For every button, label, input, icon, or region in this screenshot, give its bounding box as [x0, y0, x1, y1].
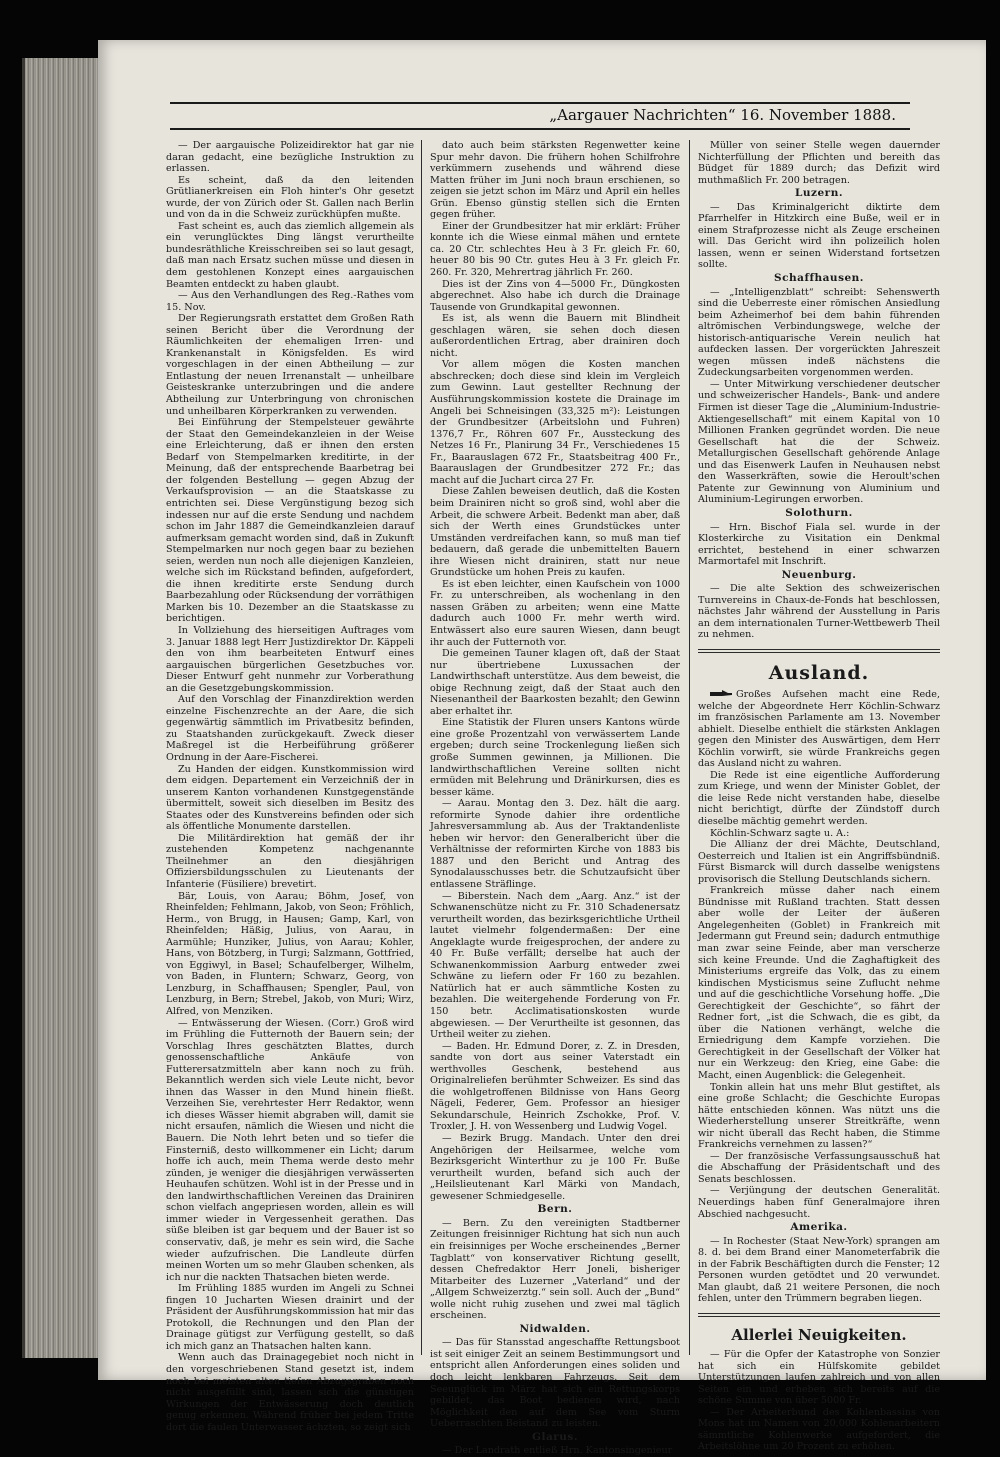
article-paragraph: — Der französische Verfassungsausschuß hat die Abschaffung der Präsidentschaft und des Senats beschlossen.	[698, 1150, 940, 1185]
article-paragraph: Zu Handen der eidgen. Kunstkommission wird dem eidgen. Departement ein Verzeichniß der in unserem Kanton vorhandenen Kunstgegenstände übermittelt, soweit sich dieselben im Besitz des Staates oder des Kunstvereins befinden oder sich als öffentliche Monumente darstellen.	[166, 763, 414, 833]
article-paragraph: — Das für Stansstad angeschaffte Rettungsboot ist seit einiger Zeit an seinem Bestimmungsort und entspricht allen Anforderungen eines soliden und doch leicht lenkbaren Fahrzeugs. Seit dem Seeunglück im März hat sich ein Rettungskorps gebildet, das Boot bedienen wird, nach Möglichkeit den auf dem See vom Sturm Ueberraschten Beistand zu leisten.	[430, 1337, 680, 1430]
article-paragraph: Müller von seiner Stelle wegen dauernder Nichterfüllung der Pflichten und bereith das Büdget für 1889 durch; das Defizit wird muthmaßlich Fr. 200 betragen.	[698, 140, 940, 186]
column-rule	[421, 140, 422, 1355]
section-divider	[698, 1313, 940, 1317]
article-paragraph: Tonkin allein hat uns mehr Blut gestiftet, als eine große Schlacht; die Geschichte Europas hätte entschieden können. Was nützt uns die Wiederherstellung unserer Streitkräfte, wenn wir nicht überall das Recht haben, die Stimme Frankreichs vernehmen zu lassen?“	[698, 1081, 940, 1151]
article-paragraph: Die Rede ist eine eigentliche Aufforderung zum Kriege, und wenn der Minister Goblet, der die leise Rede nicht verstanden habe, dieselbe nicht berichtigt, dürfte der Zündstoff durch dieselbe mächtig gemehrt werden.	[698, 769, 940, 827]
section-heading-schaffhausen: Schaffhausen.	[774, 272, 864, 285]
article-paragraph: Fast scheint es, auch das ziemlich allgemein als ein verunglücktes Ding längst verurtheilte bundesräthliche Kreisschreiben sei so laut gesagt, daß man nach Ersatz suchen müsse und diesen in dem gestohlenen Konzept eines aargauischen Beamten entdeckt zu haben glaubt.	[166, 220, 414, 290]
section-heading-luzern: Luzern.	[795, 187, 843, 200]
section-heading-solothurn: Solothurn.	[785, 506, 853, 519]
article-paragraph: — In Rochester (Staat New-York) sprangen am 8. d. bei dem Brand einer Manometerfabrik die in der Fabrik Beschäftigten durch die Fenster; 12 Personen wurden getödtet und 20 verwundet. Man glaubt, daß 21 weitere Personen, die noch fehlen, unter den Trümmern begraben liegen.	[698, 1235, 940, 1305]
column-1	[166, 140, 414, 1433]
article-paragraph: — Der Arbeiterbund des Kohlenbassins von Mons hat im Namen von 20,000 Kohlenarbeitern sämmtliche Kohlenwerke aufgefordert, die Arbeitslöhne um 20 Prozent zu erhöhen.	[698, 1406, 940, 1453]
article-paragraph: Die gemeinen Tauner klagen oft, daß der Staat nur übertriebene Luxussachen der Landwirthschaft unterstütze. Aus dem beweist, die obige Rechnung zeigt, daß der Staat auch den Niesenantheil der Baarkosten bezahlt; den Gewinn aber erhaltet ihr.	[430, 648, 680, 717]
article-paragraph: — Aus den Verhandlungen des Reg.-Rathes vom 15. Nov.	[166, 290, 414, 313]
article-paragraph: Im Frühling 1885 wurden im Angeli zu Schnei fingen 10 Jucharten Wiesen drainirt und der Präsident der Ausführungskommission hat mir das Protokoll, die Rechnungen und den Plan der Drainage gütigst zur Verfügung gestellt, so daß ich mich ganz an Thatsachen halten kann.	[166, 1283, 414, 1352]
article-paragraph: — Die alte Sektion des schweizerischen Turnvereins in Chaux-de-Fonds hat beschlossen, nächstes Jahr während der Ausstellung in Paris an dem internationalen Turner-Wettbewerb Theil zu nehmen.	[698, 583, 940, 641]
article-paragraph: Diese Zahlen beweisen deutlich, daß die Kosten beim Drainiren nicht so groß sind, wohl aber die Arbeit, die schwere Arbeit. Bedenkt man aber, daß sich der Werth eines Grundstückes unter Umständen verdreifachen kann, so muß man tief bedauern, daß gerade die unbemittelten Bauern ihre Wiesen nicht drainiren, statt nur neue Grundstücke um hohen Preis zu kaufen.	[430, 486, 680, 579]
article-paragraph: — Baden. Hr. Edmund Dorer, z. Z. in Dresden, sandte von dort aus seiner Vaterstadt ein werthvolles Geschenk, bestehend aus Originalreliefen berühmter Schweizer. Es sind das die wohlgetroffenen Bildnisse von Hans Georg Nägeli, Federer, Gem. Professor an hiesiger Sekundarschule, Heinrich Zschokke, Prof. V. Troxler, J. H. von Wessenberg und Ludwig Vogel.	[430, 1040, 680, 1133]
masthead-title: „Aargauer Nachrichten“ 16. November 1888.	[549, 106, 896, 124]
column-rule	[689, 140, 690, 1355]
masthead	[170, 102, 910, 130]
article-paragraph: — Für die Opfer der Katastrophe von Sonzier hat sich ein Hülfskomite gebildet Unterstützungen laufen zahlreich und von allen Seiten ein und erheben sich bereits auf die schöne Summe von über 5000 Fr.	[698, 1348, 940, 1407]
article-paragraph: — Aarau. Montag den 3. Dez. hält die aarg. reformirte Synode dahier ihre ordentliche Jahresversammlung ab. Aus der Traktandenliste heben wir hervor: den Generalbericht über die Verhältnisse der reformirten Kirche von 1883 bis 1887 und den Bericht und Antrag des Synodalausschusses betr. die Schutzaufsicht über entlassene Sträflinge.	[430, 798, 680, 890]
newspaper-page	[98, 40, 986, 1457]
section-divider	[698, 649, 940, 653]
article-paragraph: Einer der Grundbesitzer hat mir erklärt: Früher konnte ich die Wiese einmal mähen und erntete ca. 20 Ctr. schlechtes Heu à 3 Fr. gleich Fr. 60, heuer 80 bis 90 Ctr. gutes Heu à 3 Fr. gleich Fr. 260. Fr. 320, Mehrertrag jährlich Fr. 260.	[430, 220, 680, 279]
article-paragraph: — Bezirk Brugg. Mandach. Unter den drei Angehörigen der Heilsarmee, welche vom Bezirksgericht Winterthur zu je 100 Fr. Buße verurtheilt wurden, befand sich auch der „Heilslieutenant Karl Märki von Mandach, gewesener Schmiedgeselle.	[430, 1133, 680, 1202]
section-heading-glarus: Glarus.	[532, 1430, 578, 1443]
article-paragraph: Eine Statistik der Fluren unsers Kantons würde eine große Prozentzahl von verwässertem Lande ergeben; durch seine Trockenlegung ließen sich große Summen gewinnen, ja Millionen. Die landwirthschaftlichen Vereine sollten nicht ermüden mit Belehrung und Dränirkursen, dies es besser käme.	[430, 717, 680, 798]
article-paragraph: — „Intelligenzblatt“ schreibt: Sehenswerth sind die Ueberreste einer römischen Ansiedlung beim Azheimerhof bei dem bahin führenden altrömischen Verbindungswege, welche der historisch-antiquarische Verein neulich hat aufdecken lassen. Der vorgerückten Jahreszeit wegen müssen indeß nächstens die Zudeckungsarbeiten vorgenommen werden.	[698, 286, 940, 379]
article-paragraph: — Entwässerung der Wiesen. (Corr.) Groß wird im Frühling die Futternoth der Bauern sein; der Vorschlag Ihres geschätzten Blattes, durch genossenschaftliche Ankäufe von Futterersatzmitteln aber kann noch zu früh. Bekanntlich werden sich viele Leute nicht, bevor ihnen das Wasser in den Mund hinein fließt. Verzeihen Sie, verehrtester Herr Redaktor, wenn ich dieses Wässer hiemit abgraben will, damit sie nicht ersaufen, nämlich die Wiesen und nicht die Bauern. Die Noth lehrt beten und so tiefer die Finsterniß, desto willkommener ein Licht; darum hoffe ich auch, mein Thema werde desto mehr zünden, je weniger die diesjährigen verwässerten Heuhaufen schützen. Wohl ist in der Presse und in den landwirthschaftlichen Vereinen das Drainiren schon vielfach angepriesen worden, allein es will immer wieder in Vergessenheit gerathen. Das süße bleiben ist gar bequem und der Bauer ist so conservativ, daß, je mehr es sein wird, die Sache wieder aufzufrischen. Die Landleute dürfen meinen Worten um so mehr Glauben schenken, als ich nur die nackten Thatsachen bieten werde.	[166, 1017, 414, 1283]
section-heading-allerlei: Allerlei Neuigkeiten.	[731, 1325, 907, 1344]
article-paragraph: — Das Kriminalgericht diktirte dem Pfarrhelfer in Hitzkirch eine Buße, weil er in einem Strafprozesse nicht als Zeuge erscheinen will. Das Gericht wird ihn polizeilich holen lassen, wenn er seinen Widerstand fortsetzen sollte.	[698, 201, 940, 271]
article-paragraph: Frankreich müsse daher nach einem Bündnisse mit Rußland trachten. Statt dessen aber wolle der Leiter der äußeren Angelegenheiten (Goblet) in Frankreich mit Jedermann gut Freund sein; dadurch entmuthige man zwar seine Feinde, aber man verscherze sich keine Freunde. Und die Zaghaftigkeit des Ministeriums ergreife das Volk, das zu einem kindischen Mysticismus seine Zuflucht nehme und auf die geschichtliche Vorsehung hoffe. „Die Gerechtigkeit der Geschichte“, so fährt der Redner fort, „ist die Schwach, die es gibt, da über die Nationen verhängt, welche die Erniedrigung dem Kampfe vorziehen. Die Gerechtigkeit in der Gesellschaft der Völker hat nur ein Werkzeug: den Krieg, eine Gabe: die Macht, einen Augenblick: die Gelegenheit.	[698, 885, 940, 1082]
article-paragraph: Die Allianz der drei Mächte, Deutschland, Oesterreich und Italien ist ein Angriffsbündniß. Fürst Bismarck will durch dasselbe wenigstens provisorisch die Stellung Deutschlands sichern.	[698, 839, 940, 885]
article-paragraph: Es scheint, daß da den leitenden Grütlianerkreisen ein Floh hinter's Ohr gesetzt wurde, der von Zürich oder St. Gallen nach Berlin und von da in die Schweiz zurückhüpfen mußte.	[166, 174, 414, 221]
article-paragraph: Vor allem mögen die Kosten manchen abschrecken; doch diese sind klein im Vergleich zum Gewinn. Laut gestellter Rechnung der Ausführungskommission kostete die Drainage im Angeli bei Schneisingen (33,325 m²): Leistungen der Grundbesitzer (Arbeitslohn und Fuhren) 1376,7 Fr., Röhren 607 Fr., Aussteckung des Netzes 16 Fr., Planirung 34 Fr., Verschiedenes 15 Fr., Baarauslagen 672 Fr., Staatsbeitrag 400 Fr., Baarauslagen der Grundbesitzer 272 Fr.; das macht auf die Juchart circa 27 Fr.	[430, 359, 680, 486]
article-paragraph: Der Regierungsrath erstattet dem Großen Rath seinen Bericht über die Verordnung der Räumlichkeiten der ehemaligen Irren- und Krankenanstalt in Königsfelden. Es wird vorgeschlagen in der einen Abtheilung — zur Entlastung der neuen Irrenanstalt — unheilbare Geisteskranke unterzubringen und die andere Abtheilung zur Unterbringung von chronischen und unheilbaren Körperkranken zu verwenden.	[166, 313, 414, 417]
article-paragraph: Es ist, als wenn die Bauern mit Blindheit geschlagen wären, sie sehen doch diesen außerordentlichen Ertrag, aber drainiren doch nicht.	[430, 313, 680, 359]
article-paragraph: — Bern. Zu den vereinigten Stadtberner Zeitungen freisinniger Richtung hat sich nun auch ein freisinniges per Woche erscheinendes „Berner Tagblatt“ von konservativer Richtung gesellt, dessen Chefredaktor Herr Joneli, bisheriger Mitarbeiter des Luzerner „Vaterland“ und der „Allgem Schweizerztg.“ sein soll. Auch der „Bund“ wolle nicht ruhig zusehen und zwei mal täglich erscheinen.	[430, 1217, 680, 1322]
article-paragraph	[698, 689, 940, 770]
article-paragraph: — Der Landrath entließ Hrn. Kantonsingenieur	[442, 1445, 673, 1457]
article-paragraph: Bär, Louis, von Aarau; Böhm, Josef, von Rheinfelden; Fehlmann, Jakob, von Seon; Fröhlich, Herm., von Brugg, in Hausen; Gamp, Karl, von Rheinfelden; Häßig, Julius, von Aarau, in Aarmühle; Hunziker, Julius, von Aarau; Kohler, Hans, von Bötzberg, in Turgi; Salzmann, Gottfried, von Eggiwyl, in Basel; Schaufelberger, Wilhelm, von Baden, in Fluntern; Schwarz, Georg, von Lenzburg, in Schaffhausen; Spengler, Paul, von Lenzburg, in Bern; Strebel, Jakob, von Muri; Wirz, Alfred, von Menziken.	[166, 890, 414, 1018]
section-heading-nidwalden: Nidwalden.	[519, 1322, 591, 1335]
article-paragraph: — Verjüngung der deutschen Generalität. Neuerdings haben fünf Generalmajore ihren Abschied nachgesucht.	[698, 1185, 940, 1220]
article-paragraph: — Biberstein. Nach dem „Aarg. Anz.“ ist der Schwanenschütze nicht zu Fr. 310 Schadenersatz verurtheilt worden, das bezirksgerichtliche Urtheil lautet vielmehr folgendermaßen: Der eine Angeklagte wurde freigesprochen, der andere zu 40 Fr. Buße verfällt; derselbe hat auch der Schwanenkommission Aarburg entweder zwei Schwäne zu liefern oder Fr 160 zu bezahlen. Natürlich hat er auch sämmtliche Kosten zu bezahlen. Die weitergehende Forderung von Fr. 150 betr. Acclimatisationskosten wurde abgewiesen. — Der Verurtheilte ist gesonnen, das Urtheil weiter zu ziehen.	[430, 890, 680, 1041]
article-paragraph: dato auch beim stärksten Regenwetter keine Spur mehr davon. Die frühern hohen Schilfrohre verkümmern zusehends und während diese Matten früher im Juni noch braun erschienen, so zeigen sie jetzt schon im März und April ein helles Grün. Ebenso günstig stellen sich die Ernten gegen früher.	[430, 140, 680, 221]
pointing-hand-icon	[710, 690, 732, 698]
article-paragraph: Dies ist der Zins von 4—5000 Fr., Düngkosten abgerechnet. Also habe ich durch die Drainage Tausende von Grundkapital gewonnen.	[430, 278, 680, 313]
article-paragraph: Auf den Vorschlag der Finanzdirektion werden einzelne Fischenzrechte an der Aare, die sich gegenwärtig sämmtlich im Privatbesitz befinden, zu Staatshanden zurückgekauft. Zweck dieser Maßregel ist die Herbeiführung größerer Ordnung in der Aare-Fischerei.	[166, 694, 414, 763]
article-paragraph: Köchlin-Schwarz sagte u. A.:	[710, 827, 850, 839]
article-paragraph: Die Militärdirektion hat gemäß der ihr zustehenden Kompetenz nachgenannte Theilnehmer an den diesjährigen Offiziersbildungsschulen zu Lieutenants der Infanterie (Füsiliere) brevetirt.	[166, 832, 414, 890]
article-paragraph: Es ist eben leichter, einen Kaufschein von 1000 Fr. zu unterschreiben, als wochenlang in den nassen Gräben zu arbeiten; wenn eine Matte dadurch auch 1000 Fr. mehr werth wird. Entwässert also eure sauren Wiesen, dann beugt ihr auch der Futternoth vor.	[430, 578, 680, 648]
column-2	[430, 140, 680, 1457]
section-heading-ausland: Ausland.	[768, 661, 870, 684]
article-paragraph: — Hrn. Bischof Fiala sel. wurde in der Klosterkirche zu Visitation ein Denkmal errichtet, bestehend in einer schwarzen Marmortafel mit Inschrift.	[698, 521, 940, 568]
section-heading-bern: Bern.	[537, 1203, 573, 1216]
section-heading-neuenburg: Neuenburg.	[781, 568, 857, 581]
article-paragraph: — Unter Mitwirkung verschiedener deutscher und schweizerischer Handels-, Bank- und andere Firmen ist dieser Tage die „Aluminium-Industrie-Aktiengesellschaft“ mit einem Kapital von 10 Millionen Franken gegründet worden. Die neue Gesellschaft hat die der Schweiz. Metallurgischen Gesellschaft gehörende Anlage und das Eisenwerk Laufen in Neuhausen nebst den Wasserkräften, sowie die Heroult'schen Patente zur Gewinnung von Aluminium und Aluminium-Legirungen erworben.	[698, 378, 940, 506]
article-paragraph-text: Großes Aufsehen macht eine Rede, welche der Abgeordnete Herr Köchlin-Schwarz im französischen Parlamente am 13. November abhielt. Dieselbe enthielt die stärksten Anklagen gegen den Minister des Auswärtigen, dem Herr Köchlin vorwirft, sie würde Frankreichs gegen das Ausland nicht zu wahren.	[698, 688, 940, 770]
article-paragraph: Bei Einführung der Stempelsteuer gewährte der Staat den Gemeindekanzleien in der Weise eine Erleichterung, daß er ihnen den ersten Bedarf von Stempelmarken kreditirte, in der Meinung, daß der entsprechende Baarbetrag bei der folgenden Bestellung — gegen Abzug der Verkaufsprovision — an die Staatskasse zu entrichten sei. Diese Vergünstigung bezog sich indessen nur auf die erste Sendung und nachdem schon im Jahr 1887 die Gemeindkanzleien darauf aufmerksam gemacht worden sind, daß in Zukunft Stempelmarken nur noch gegen baar zu beziehen seien, werden nun noch alle diejenigen Kanzleien, welche sich im Rückstand befinden, aufgefordert, die ihnen kreditirte erste Sendung durch Baarbezahlung oder Rücksendung der vorräthigen Marken bis 10. Dezember an die Staatskasse zu berichtigen.	[166, 417, 414, 625]
article-paragraph: — Der aargauische Polizeidirektor hat gar nie daran gedacht, eine bezügliche Instruktion zu erlassen.	[166, 140, 414, 175]
article-paragraph: Wenn auch das Drainagegebiet noch nicht in den vorgeschriebenen Stand gesetzt ist, indem noch bei meisten alten tiefen Abzugsgraben noch nicht ausgefüllt sind, lassen sich die günstigen Wirkungen der Entwässerung doch deutlich genug erkennen. Während früher bei jedem Tritte dort die faulen Unterwasser ächzten, so zeigt sich	[166, 1352, 414, 1433]
column-3	[698, 140, 940, 1453]
article-paragraph: In Vollziehung des hierseitigen Auftrages vom 3. Januar 1888 legt Herr Justizdirektor Dr. Käppeli den von ihm bearbeiteten Entwurf eines aargauischen bürgerlichen Gesetzbuches vor. Dieser Entwurf geht nunmehr zur Vorberathung an die Gesetzgebungskommission.	[166, 624, 414, 694]
section-heading-amerika: Amerika.	[790, 1221, 848, 1234]
